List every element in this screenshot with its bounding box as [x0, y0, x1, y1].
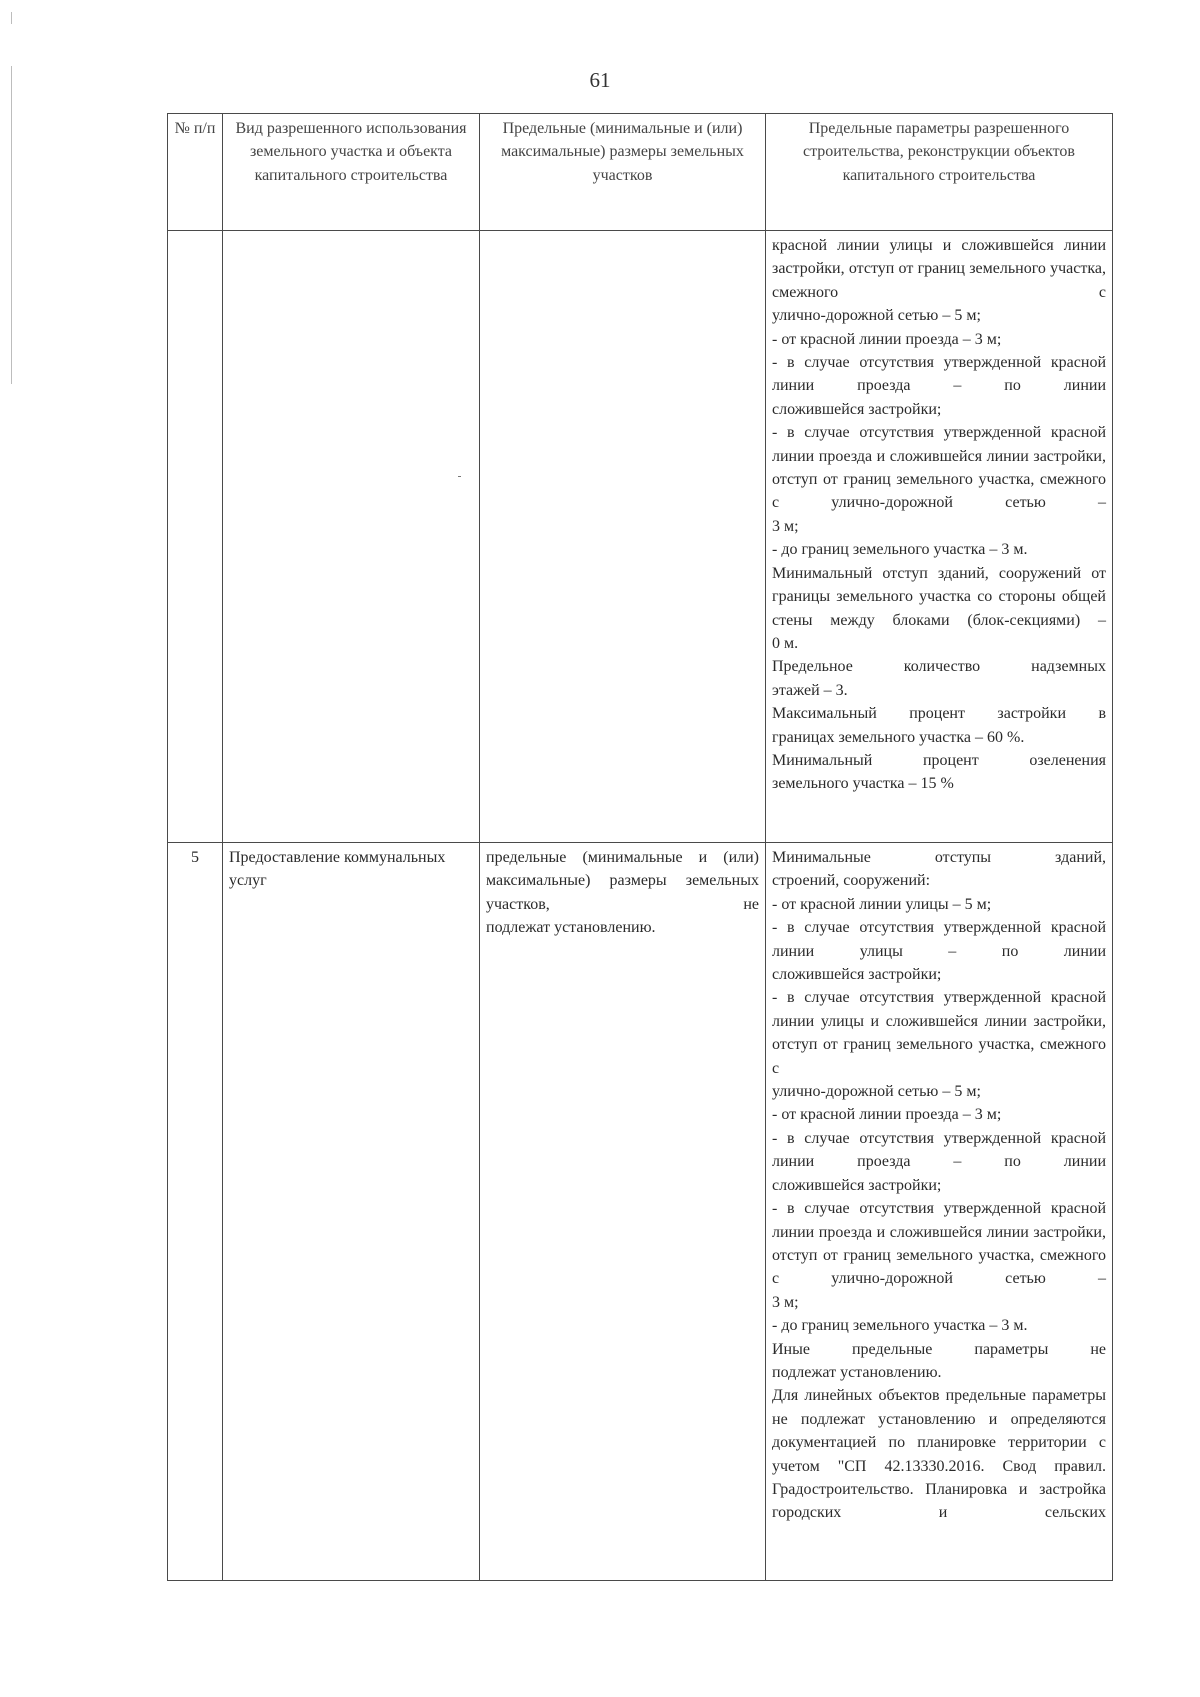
- param-paragraph: - от красной линии проезда – 3 м;: [772, 1106, 1002, 1124]
- param-paragraph: этажей – 3.: [772, 681, 848, 699]
- cell-number: 5: [168, 843, 223, 1581]
- param-paragraph: улично-дорожной сетью – 5 м;: [772, 307, 981, 325]
- param-paragraph: строений, сооружений:: [772, 872, 931, 890]
- cell-construction-params: [766, 843, 1113, 1581]
- param-paragraph: - до границ земельного участка – 3 м.: [772, 1317, 1028, 1335]
- param-paragraph: Минимальные отступы зданий,: [772, 849, 1106, 866]
- cell-plot-size: [480, 843, 766, 1581]
- param-paragraph: - от красной линии проезда – 3 м;: [772, 330, 1002, 348]
- param-paragraph: - в случае отсутствия утвержденной красной линии проезда – по линии: [772, 1129, 1106, 1171]
- table-header-row: [168, 114, 1113, 231]
- table-row: [168, 231, 1113, 843]
- param-paragraph: 3 м;: [772, 517, 799, 535]
- param-paragraph: подлежат установлению.: [772, 1363, 942, 1381]
- param-paragraph: сложившейся застройки;: [772, 400, 942, 418]
- header-permitted-use: Вид разрешенного использования земельного участка и объекта капитального строительства: [223, 114, 480, 231]
- param-paragraph: - в случае отсутствия утвержденной красной линии улицы и сложившейся линии застройки, отступ от границ земельного участка, смежного с: [772, 989, 1106, 1077]
- param-paragraph: земельного участка – 15 %: [772, 775, 954, 793]
- param-paragraph: - от красной линии улицы – 5 м;: [772, 895, 992, 913]
- param-paragraph: 0 м.: [772, 634, 799, 652]
- cell-number: [168, 231, 223, 843]
- param-paragraph: - в случае отсутствия утвержденной красной линии проезда – по линии: [772, 354, 1106, 395]
- cell-construction-params: [766, 231, 1113, 843]
- scan-margin-mark: [11, 66, 12, 384]
- param-paragraph: - в случае отсутствия утвержденной красной линии проезда и сложившейся линии застройки, отступ от границ земельного участка, смежного с улично-дорожной сетью –: [772, 1200, 1106, 1288]
- header-construction-params: Предельные параметры разрешенного строительства, реконструкции объектов капитального строительства: [766, 114, 1113, 231]
- regulations-table: [167, 113, 1113, 1581]
- param-paragraph: сложившейся застройки;: [772, 1176, 942, 1194]
- param-paragraph: сложившейся застройки;: [772, 966, 942, 984]
- scan-margin-mark: [11, 12, 12, 24]
- cell-permitted-use: Предоставление коммунальных услуг: [223, 843, 480, 1581]
- param-paragraph: Минимальный процент озеленения: [772, 751, 1106, 769]
- size-paragraph: предельные (минимальные и (или) максимальные) размеры земельных участков, не: [486, 849, 759, 913]
- scan-speck: [458, 476, 461, 477]
- param-paragraph: - до границ земельного участка – 3 м.: [772, 541, 1028, 559]
- param-paragraph: Максимальный процент застройки в: [772, 705, 1106, 723]
- header-number: № п/п: [168, 114, 223, 231]
- param-paragraph: границах земельного участка – 60 %.: [772, 728, 1025, 746]
- page-number: 61: [589, 68, 611, 92]
- header-plot-size: Предельные (минимальные и (или) максимальные) размеры земельных участков: [480, 114, 766, 231]
- param-paragraph: улично-дорожной сетью – 5 м;: [772, 1083, 981, 1101]
- param-paragraph: 3 м;: [772, 1293, 799, 1311]
- param-paragraph: - в случае отсутствия утвержденной красной линии проезда и сложившейся линии застройки, отступ от границ земельного участка, смежного с улично-дорожной сетью –: [772, 424, 1106, 512]
- param-paragraph: Иные предельные параметры не: [772, 1340, 1106, 1358]
- param-paragraph: - в случае отсутствия утвержденной красной линии улицы – по линии: [772, 919, 1106, 960]
- table-row: [168, 843, 1113, 1581]
- size-paragraph: подлежат установлению.: [486, 919, 656, 937]
- param-paragraph: Минимальный отступ зданий, сооружений от границы земельного участка со стороны общей стены между блоками (блок-секциями) –: [772, 564, 1106, 629]
- param-paragraph: красной линии улицы и сложившейся линии застройки, отступ от границ земельного участка, смежного с: [772, 237, 1106, 301]
- param-paragraph: Для линейных объектов предельные параметры не подлежат установлению и определяются документацией по планировке территории с учетом "СП 42.13330.2016. Свод правил. Градостроительство. Планировка и застройка городских и сельских: [772, 1387, 1106, 1522]
- param-paragraph: Предельное количество надземных: [772, 658, 1106, 676]
- cell-permitted-use: [223, 231, 480, 843]
- cell-plot-size: [480, 231, 766, 843]
